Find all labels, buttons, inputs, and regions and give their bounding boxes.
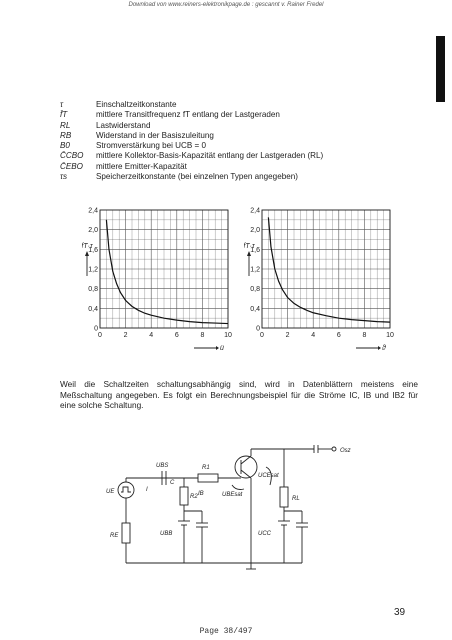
chart-right [244, 204, 404, 369]
label-ube-sat: UBEsat [222, 492, 243, 498]
label-ue: UE [106, 489, 115, 495]
label-ubs: UBS [156, 463, 169, 469]
legend-symbol: C̄EBO [60, 161, 83, 171]
legend-symbol: τs [60, 172, 68, 182]
scan-edge-bar [436, 36, 445, 102]
x-tick-label: 10 [386, 332, 394, 339]
legend-symbol: C̄CBO [60, 151, 84, 161]
x-axis-label: ϑ [382, 345, 386, 352]
legend-description: mittlere Kollektor-Basis-Kapazität entlang der Lastgeraden (RL) [96, 151, 324, 161]
label-ib: IB [198, 491, 204, 497]
y-tick-label: 0,4 [88, 305, 98, 313]
legend-row [60, 121, 410, 131]
label-c: C [170, 480, 175, 486]
series-line [106, 220, 228, 324]
legend-description: Einschaltzeitkonstante [96, 100, 177, 109]
legend-row [60, 110, 410, 120]
label-rl: RL [292, 496, 300, 502]
y-tick-label: 1,6 [250, 246, 260, 254]
label-re: RE [110, 533, 119, 539]
y-tick-label: 0,8 [88, 286, 98, 294]
legend-symbol: τ [60, 100, 64, 109]
x-axis-arrowhead [216, 346, 219, 350]
x-tick-label: 0 [260, 332, 264, 339]
label-r2: R2 [190, 494, 198, 500]
legend-row [60, 131, 410, 141]
x-tick-label: 2 [285, 332, 290, 339]
label-i: I [146, 487, 148, 493]
y-tick-label: 2,0 [88, 227, 98, 235]
legend-row [60, 151, 410, 161]
legend-description: Speicherzeitkonstante (bei einzelnen Typen angegeben) [96, 172, 298, 182]
legend-row [60, 162, 410, 172]
y-axis-label: fT·τ [244, 243, 255, 250]
y-tick-label: 0 [94, 325, 98, 333]
label-osz: Osz [340, 448, 351, 454]
legend-row [60, 100, 410, 110]
legend-description: mittlere Emitter-Kapazität [96, 161, 187, 171]
x-tick-label: 8 [200, 332, 205, 339]
y-tick-label: 1,2 [88, 266, 98, 274]
page-number: 39 [394, 607, 406, 618]
x-tick-label: 10 [224, 332, 232, 339]
x-tick-label: 0 [98, 332, 102, 339]
y-tick-label: 2,0 [250, 227, 260, 235]
legend-description: mittlere Transitfrequenz fT entlang der Lastgeraden [96, 110, 280, 120]
legend-description: Stromverstärkung bei UCB = 0 [96, 141, 206, 151]
measurement-circuit [98, 445, 368, 600]
legend-row [60, 172, 410, 182]
y-tick-label: 2,4 [88, 207, 98, 215]
x-tick-label: 6 [174, 332, 179, 339]
circuit-schematic [98, 445, 368, 595]
label-ubb: UBB [160, 531, 173, 537]
legend-row [60, 141, 410, 151]
x-tick-label: 4 [311, 332, 316, 339]
y-tick-label: 0,4 [250, 305, 260, 313]
chart-left [82, 204, 242, 369]
page-counter: Page 38/497 [199, 627, 253, 636]
label-ucc: UCC [258, 531, 271, 537]
label-r1: R1 [202, 465, 210, 471]
y-axis-label: fT·τ [82, 243, 93, 250]
y-tick-label: 0,8 [250, 286, 260, 294]
legend-symbol: RL [60, 120, 71, 130]
x-tick-label: 6 [336, 332, 341, 339]
y-tick-label: 2,4 [250, 207, 260, 215]
legend-description: Lastwiderstand [96, 120, 151, 130]
x-axis-arrowhead [378, 346, 381, 350]
label-uce-sat: UCEsat [258, 473, 279, 479]
x-axis-label: ü [220, 345, 224, 352]
source-note: Download von www.reiners-elektronikpage.de : gescannt v. Rainer Fredel [128, 2, 324, 8]
y-tick-label: 1,6 [88, 246, 98, 254]
symbol-legend [60, 100, 410, 182]
legend-symbol: B0 [60, 141, 70, 151]
x-tick-label: 8 [362, 332, 367, 339]
chart-right-svg [244, 204, 404, 364]
x-tick-label: 2 [123, 332, 128, 339]
legend-symbol: f̄T [60, 110, 68, 120]
x-tick-label: 4 [149, 332, 154, 339]
chart-left-svg [82, 204, 242, 364]
body-paragraph: Weil die Schaltzeiten schaltungsabhängig sind, wird in Datenblättern meistens eine Meßschaltung angegeben. Es folgt ein Berechnungsbeispiel für die Ströme IC, IB und IB2 für eine solche Schaltung. [60, 379, 418, 410]
legend-description: Widerstand in der Basiszuleitung [96, 130, 214, 140]
series-line [268, 217, 390, 322]
y-tick-label: 1,2 [250, 266, 260, 274]
y-tick-label: 0 [256, 325, 260, 333]
legend-symbol: RB [60, 130, 72, 140]
